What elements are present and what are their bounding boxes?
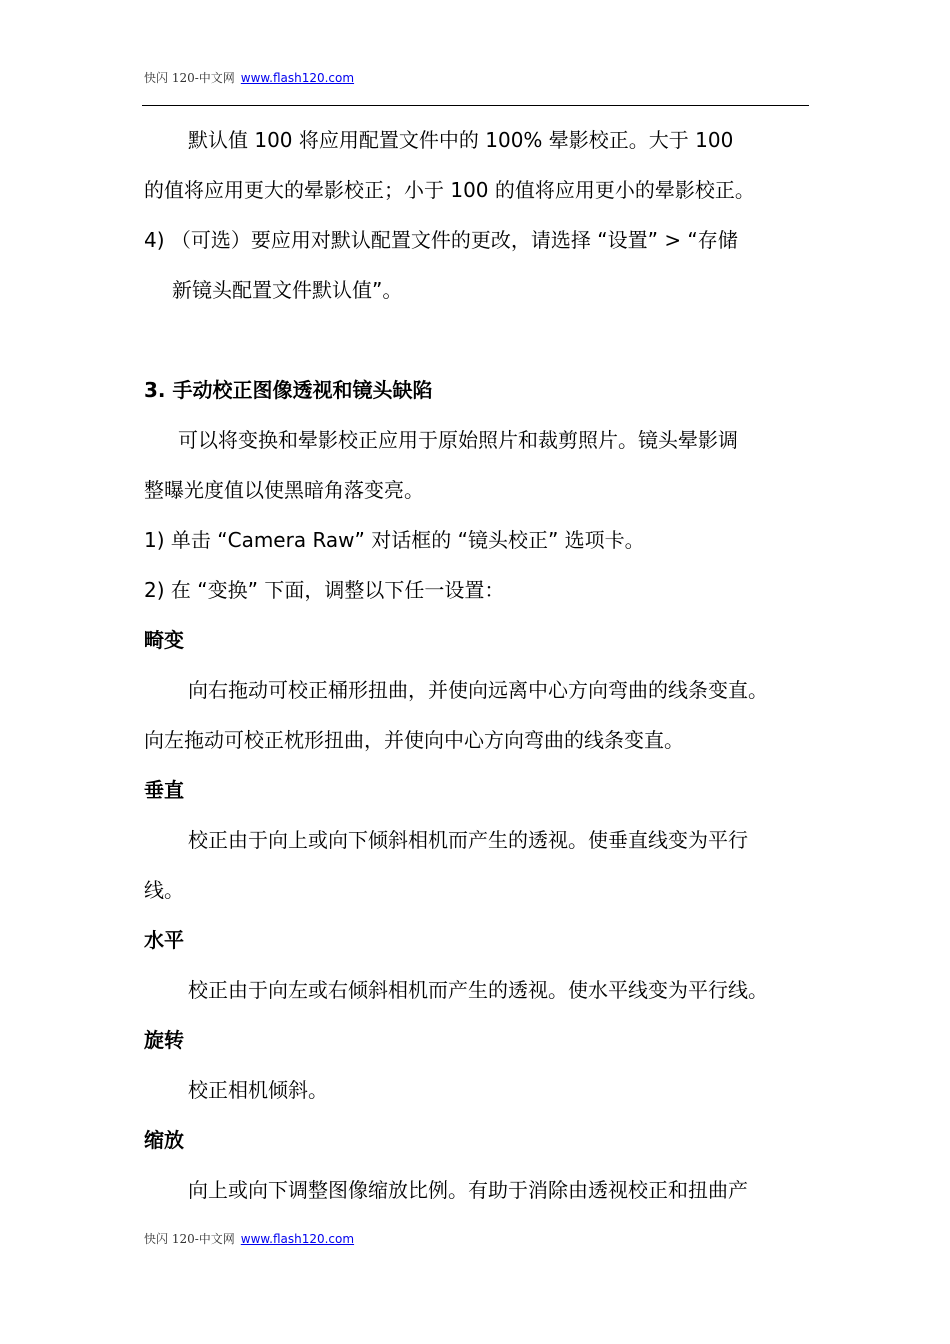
- page-footer: [144, 1230, 354, 1247]
- paragraph-line: 校正由于向上或向下倾斜相机而产生的透视。使垂直线变为平行: [188, 828, 748, 852]
- subheading-scale: 缩放: [144, 1128, 184, 1152]
- spacer: [144, 315, 814, 365]
- step-4-line: 新镜头配置文件默认值”。: [172, 278, 403, 302]
- subheading-vertical: 垂直: [144, 778, 184, 802]
- step-4-line: 4) （可选）要应用对默认配置文件的更改，请选择 “设置” > “存储: [144, 228, 738, 252]
- paragraph-line: 向上或向下调整图像缩放比例。有助于消除由透视校正和扭曲产: [188, 1178, 748, 1202]
- footer-site-link[interactable]: www.flash120.com: [240, 1232, 355, 1246]
- header-divider: [142, 105, 809, 106]
- paragraph-line: 可以将变换和晕影校正应用于原始照片和裁剪照片。镜头晕影调: [178, 428, 738, 452]
- paragraph-line: 校正相机倾斜。: [188, 1078, 328, 1102]
- paragraph-line: 整曝光度值以使黑暗角落变亮。: [144, 478, 424, 502]
- header-site-link[interactable]: www.flash120.com: [240, 71, 355, 85]
- paragraph-line: 校正由于向左或右倾斜相机而产生的透视。使水平线变为平行线。: [188, 978, 768, 1002]
- subheading-rotate: 旋转: [144, 1028, 184, 1052]
- step-2-line: 2) 在 “变换” 下面，调整以下任一设置：: [144, 578, 505, 602]
- subheading-distortion: 畸变: [144, 628, 184, 652]
- footer-site-name: 快闪 120-中文网: [144, 1232, 235, 1246]
- document-body: [144, 115, 814, 1215]
- paragraph-line: 的值将应用更大的晕影校正；小于 100 的值将应用更小的晕影校正。: [144, 178, 755, 202]
- paragraph-line: 线。: [144, 878, 184, 902]
- section-heading: 3. 手动校正图像透视和镜头缺陷: [144, 378, 433, 402]
- subheading-horizontal: 水平: [144, 928, 184, 952]
- paragraph-line: 向右拖动可校正桶形扭曲，并使向远离中心方向弯曲的线条变直。: [188, 678, 768, 702]
- paragraph-line: 默认值 100 将应用配置文件中的 100% 晕影校正。大于 100: [188, 128, 734, 152]
- page-header: [144, 69, 354, 86]
- header-site-name: 快闪 120-中文网: [144, 71, 235, 85]
- step-1-line: 1) 单击 “Camera Raw” 对话框的 “镜头校正” 选项卡。: [144, 528, 645, 552]
- paragraph-line: 向左拖动可校正枕形扭曲，并使向中心方向弯曲的线条变直。: [144, 728, 684, 752]
